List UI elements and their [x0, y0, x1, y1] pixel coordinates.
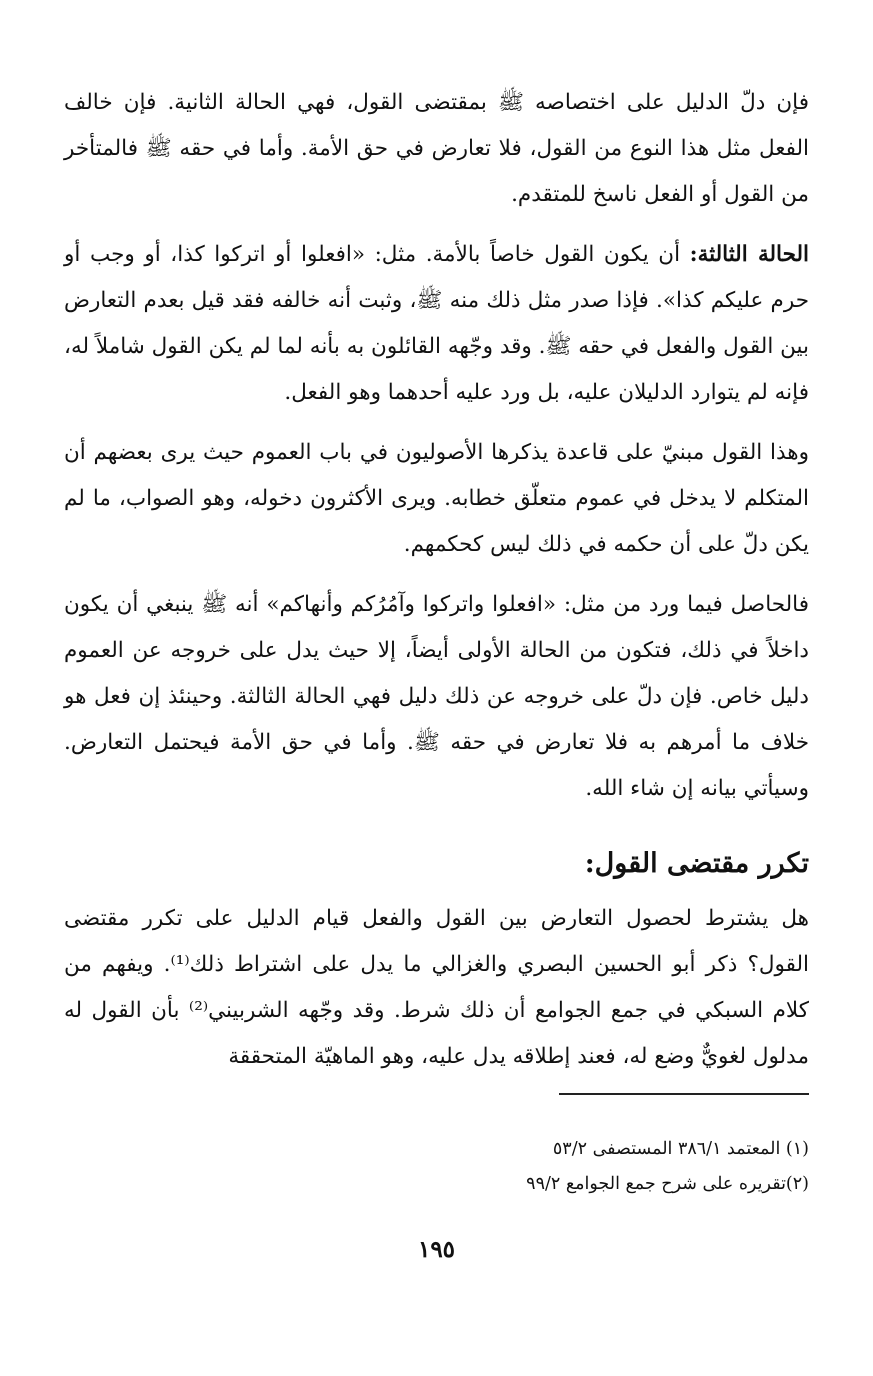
footnotes — [64, 1132, 809, 1202]
paragraph-third-case — [64, 232, 809, 416]
page-number: ١٩٥ — [417, 1236, 456, 1263]
paragraph-text: وهذا القول مبنيّ على قاعدة يذكرها الأصوليون في باب العموم حيث يرى بعضهم أن المتكلم لا يدخل في عموم متعلّق خطابه. ويرى الأكثرون دخوله، وهو الصواب، ما لم يكن دلّ على أن حكمه في ذلك ليس كحكمهم. — [64, 440, 809, 557]
paragraph-conclusion — [64, 582, 809, 812]
paragraph-generality-rule — [64, 430, 809, 568]
footnote-divider — [559, 1093, 809, 1095]
paragraph-repetition — [64, 896, 809, 1080]
main-text-block — [64, 80, 809, 1080]
paragraph-text: فالحاصل فيما ورد من مثل: «افعلوا واتركوا وآمُرُكم وأنهاكم» أنه ﷺ ينبغي أن يكون داخلاً في ذلك، فتكون من الحالة الأولى أيضاً، إلا حيث يدل على خروجه عن العموم دليل خاص. فإن دلّ على خروجه عن ذلك دليل فهي الحالة الثالثة. وحينئذ إن فعل هو خلاف ما أمرهم به فلا تعارض في حقه ﷺ. وأما في حق الأمة فيحتمل التعارض. وسيأتي بيانه إن شاء الله. — [64, 592, 809, 801]
paragraph-lead-heading: الحالة الثالثة: — [689, 242, 809, 267]
footnote-2: (٢)تقريره على شرح جمع الجوامع ٩٩/٢ — [526, 1174, 809, 1194]
section-heading: تكرر مقتضى القول: — [584, 848, 809, 879]
paragraph-second-case-end — [64, 80, 809, 218]
paragraph-text: فإن دلّ الدليل على اختصاصه ﷺ بمقتضى القول، فهي الحالة الثانية. فإن خالف الفعل مثل هذا النوع من القول، فلا تعارض في حق الأمة. وأما في حقه ﷺ فالمتأخر من القول أو الفعل ناسخ للمتقدم. — [64, 90, 809, 207]
paragraph-text: أن يكون القول خاصاً بالأمة. مثل: «افعلوا أو اتركوا كذا، أو وجب أو حرم عليكم كذا». فإذا صدر مثل ذلك منه ﷺ، وثبت أنه خالفه فقد قيل بعدم التعارض بين القول والفعل في حقه ﷺ. وقد وجّهه القائلون به بأنه لما لم يكن القول شاملاً له، فإنه لم يتوارد الدليلان عليه، بل ورد عليه أحدهما وهو الفعل. — [64, 242, 809, 405]
footnote-1: (١) المعتمد ٣٨٦/١ المستصفى ٥٣/٢ — [552, 1139, 809, 1159]
paragraph-text: هل يشترط لحصول التعارض بين القول والفعل قيام الدليل على تكرر مقتضى القول؟ ذكر أبو الحسين البصري والغزالي ما يدل على اشتراط ذلك⁽¹⁾. ويفهم من كلام السبكي في جمع الجوامع أن ذلك شرط. وقد وجّهه الشربيني⁽²⁾ بأن القول له مدلول لغويٌّ وضع له، فعند إطلاقه يدل عليه، وهو الماهيّة المتحققة — [64, 906, 809, 1069]
